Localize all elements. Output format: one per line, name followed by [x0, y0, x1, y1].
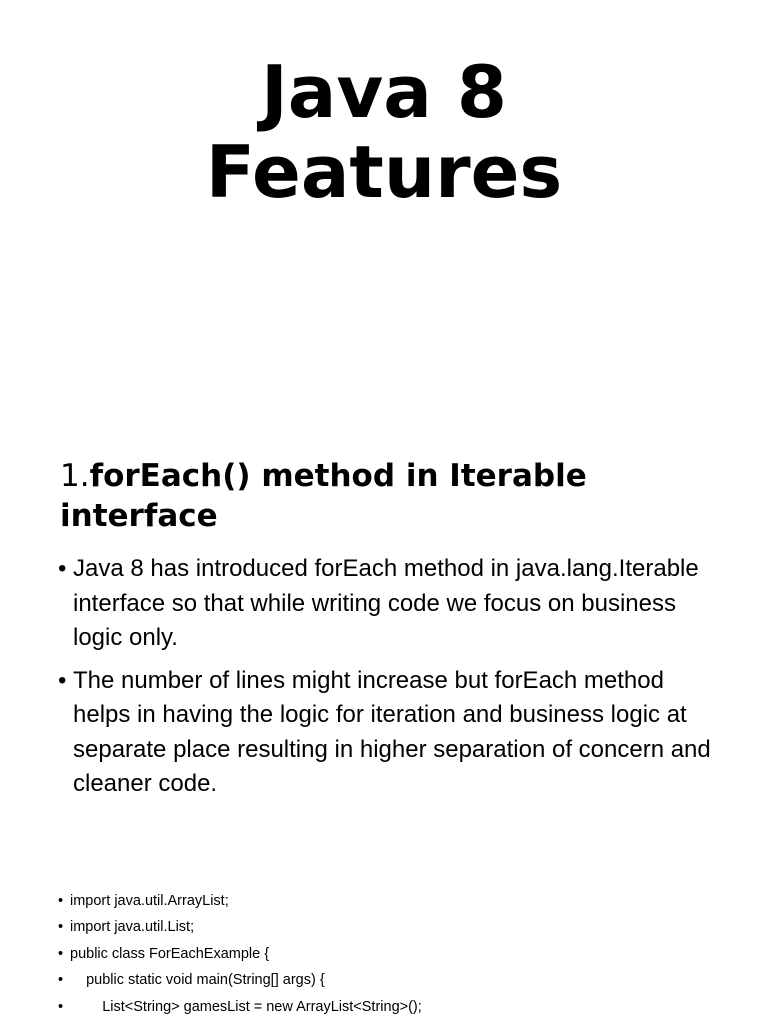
- slide-title-line-2: Features: [205, 130, 563, 214]
- code-text: import java.util.ArrayList;: [70, 893, 229, 909]
- code-line: [58, 941, 738, 967]
- content-slide: [0, 440, 768, 1024]
- code-text: List<String> gamesList = new ArrayList<String>();: [70, 998, 422, 1015]
- bullet-text: The number of lines might increase but forEach method helps in having the logic for iteration and business logic at separate place resulting in higher separation of concern and cleaner code.: [73, 666, 711, 797]
- bullet-marker: •: [58, 998, 64, 1015]
- bullet-text: Java 8 has introduced forEach method in java.lang.Iterable interface so that while writing code we focus on business logic only.: [73, 555, 699, 651]
- bullet-list: [58, 552, 718, 810]
- bullet-marker: •: [58, 972, 64, 989]
- heading-text: forEach() method in Iterable interface: [60, 458, 587, 534]
- slide-title-line-1: Java 8: [260, 50, 508, 134]
- code-text: import java.util.List;: [70, 919, 195, 936]
- slide-title: [0, 52, 768, 212]
- title-slide: [0, 0, 768, 420]
- code-list: [58, 888, 738, 1020]
- code-line: [58, 994, 738, 1020]
- heading-number: 1.: [60, 458, 90, 494]
- bullet-item: [58, 664, 718, 802]
- bullet-marker: •: [58, 919, 64, 936]
- code-text: public class ForEachExample {: [70, 945, 270, 962]
- bullet-item: [58, 552, 718, 656]
- bullet-marker: •: [58, 893, 64, 909]
- section-heading: [60, 456, 740, 536]
- code-text: public static void main(String[] args) {: [70, 972, 325, 989]
- code-line: [58, 914, 738, 940]
- code-line: [58, 888, 738, 914]
- code-line: [58, 967, 738, 993]
- bullet-marker: •: [58, 555, 67, 582]
- bullet-marker: •: [58, 666, 67, 694]
- bullet-marker: •: [58, 945, 64, 962]
